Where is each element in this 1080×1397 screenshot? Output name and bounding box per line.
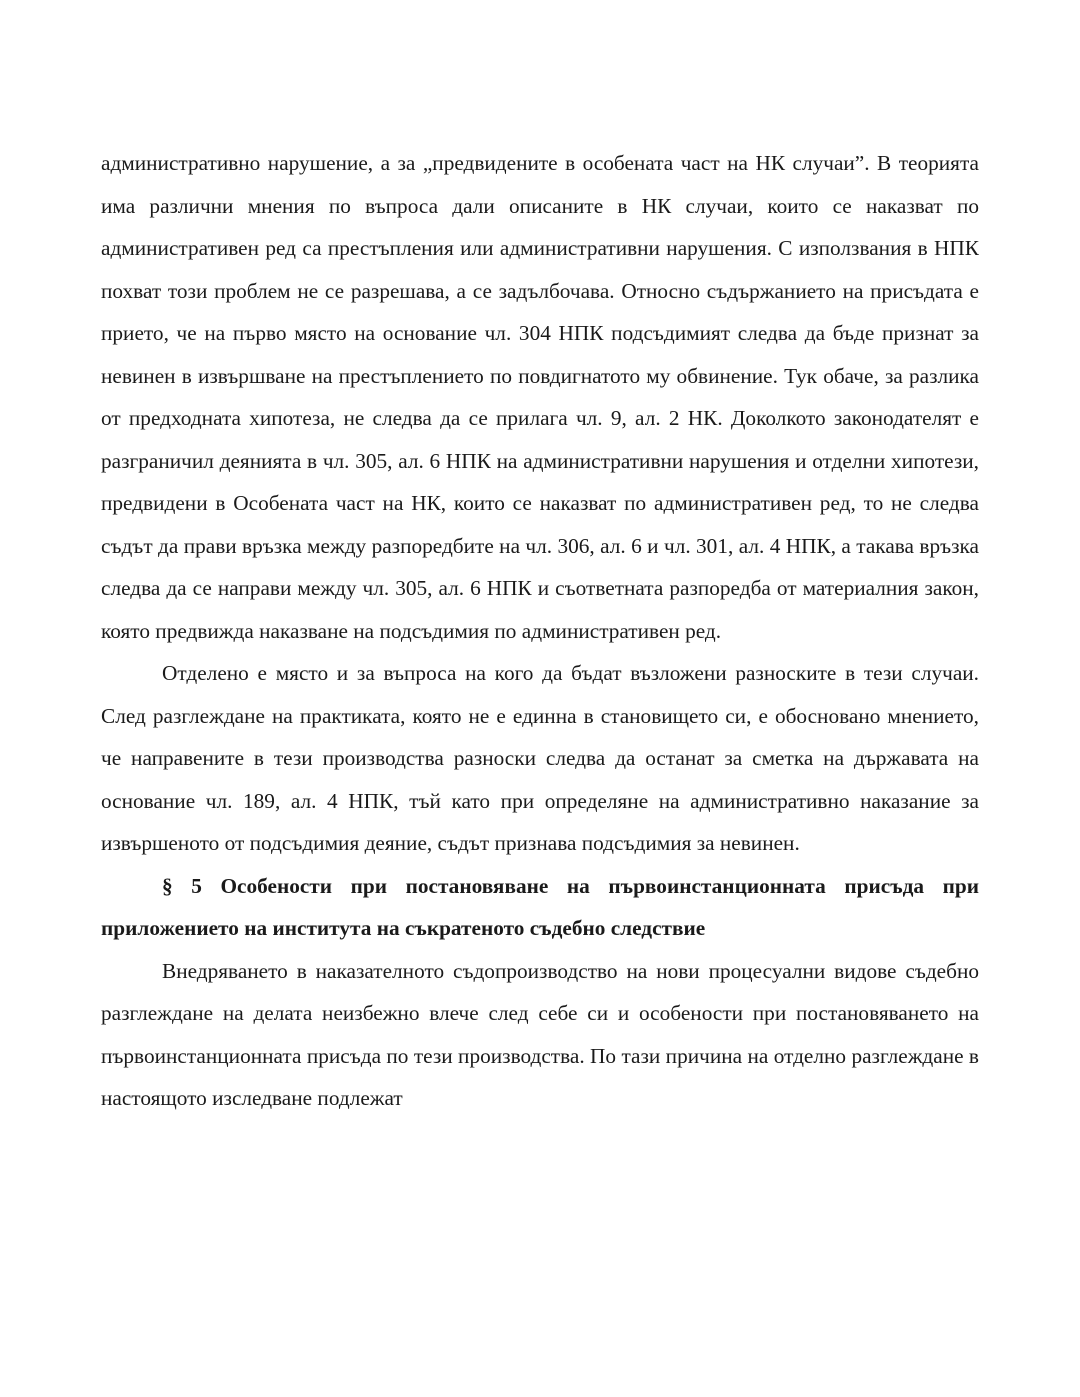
- paragraph-costs: Отделено е място и за въпроса на кого да бъдат възложени разноските в тези случаи. След разглеждане на практиката, която не е единна в становището си, е обосновано мнението, че направените в тези производства разноски следва да останат за сметка на държавата на основание чл. 189, ал. 4 НПК, тъй като при определяне на административно наказание за извършеното от подсъдимия деяние, съдът признава подсъдимия за невинен.: [101, 661, 979, 855]
- document-page: [101, 142, 979, 1120]
- paragraph-continuation: административно нарушение, а за „предвидените в особената част на НК случаи”. В теорията има различни мнения по въпроса дали описаните в НК случаи, които се наказват по административен ред са престъпления или административни нарушения. С използвания в НПК похват този проблем не се разрешава, а се задълбочава. Относно съдържанието на присъдата е прието, че на първо място на основание чл. 304 НПК подсъдимият следва да бъде признат за невинен в извършване на престъплението по повдигнатото му обвинение. Тук обаче, за разлика от предходната хипотеза, не следва да се прилага чл. 9, ал. 2 НК. Доколкото законодателят е разграничил деянията в чл. 305, ал. 6 НПК на административни нарушения и отделни хипотези, предвидени в Особената част на НК, които се наказват по административен ред, то не следва съдът да прави връзка между разпоредбите на чл. 306, ал. 6 и чл. 301, ал. 4 НПК, а такава връзка следва да се направи между чл. 305, ал. 6 НПК и съответната разпоредба от материалния закон, която предвижда наказване на подсъдимия по административен ред.: [101, 151, 979, 643]
- section-heading: § 5 Особености при постановяване на първоинстанционната присъда при приложението на института на съкратеното съдебно следствие: [101, 873, 979, 940]
- paragraph-introduction: Внедряването в наказателното съдопроизводство на нови процесуални видове съдебно разглеждане на делата неизбежно влече след себе си и особености при постановяването на първоинстанционната присъда по тези производства. По тази причина на отделно разглеждане в настоящото изследване подлежат: [101, 958, 979, 1110]
